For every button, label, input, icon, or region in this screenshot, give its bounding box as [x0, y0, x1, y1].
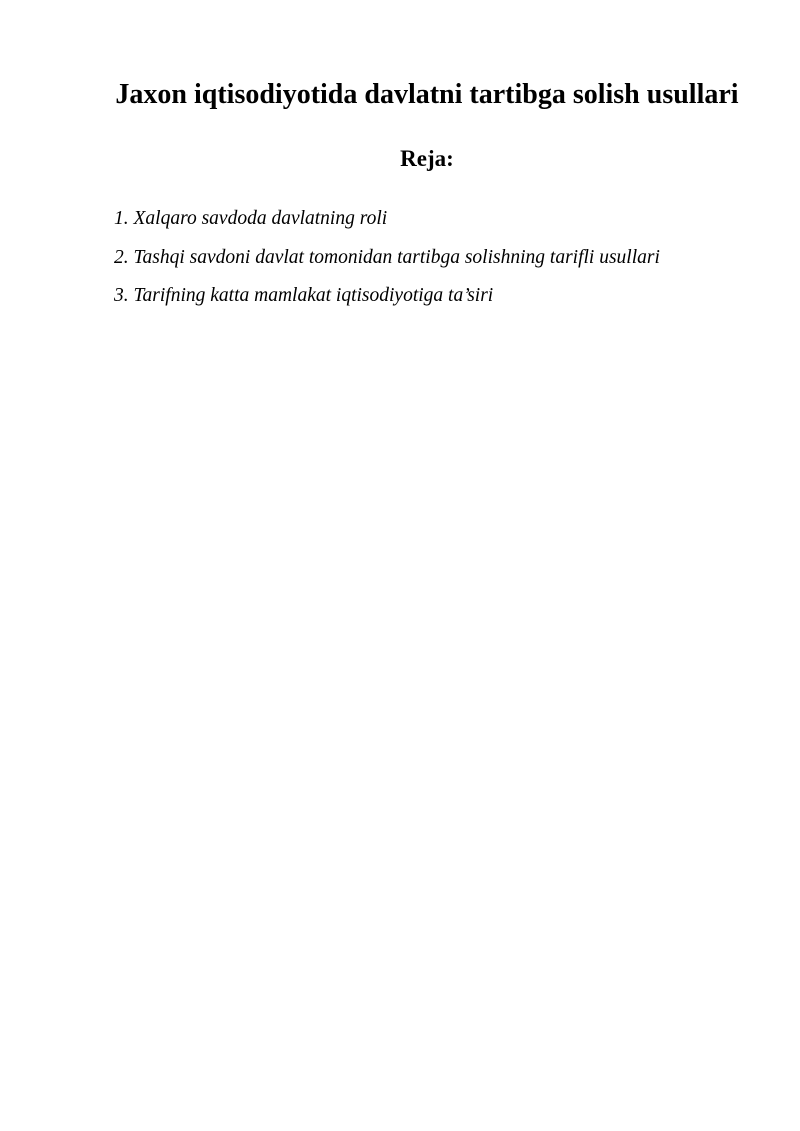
- plan-item: 1. Xalqaro savdoda davlatning roli: [114, 208, 388, 229]
- plan-heading: Reja:: [400, 146, 454, 171]
- plan-item: 3. Tarifning katta mamlakat iqtisodiyotiga ta’siri: [114, 285, 494, 306]
- plan-list: [114, 206, 660, 322]
- plan-item: 2. Tashqi savdoni davlat tomonidan tartibga solishning tarifli usullari: [114, 246, 660, 268]
- document-title: Jaxon iqtisodiyotida davlatni tartibga solish usullari: [115, 79, 739, 110]
